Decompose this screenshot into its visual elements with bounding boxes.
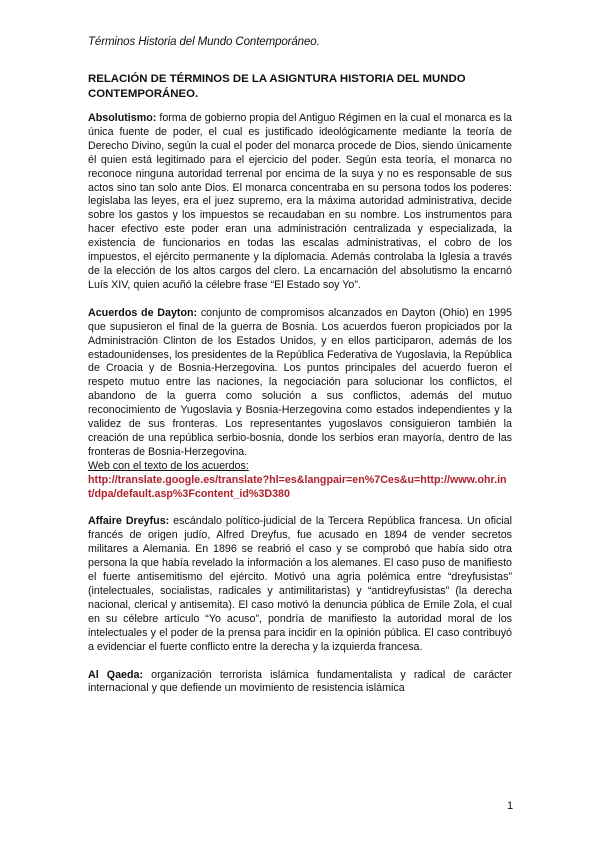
entry-affaire-dreyfus (88, 515, 512, 654)
entry-term: Al Qaeda: (88, 668, 144, 681)
entry-definition: conjunto de compromisos alcanzados en Dayton (Ohio) en 1995 que supusieron el final de la guerra de Bosnia. Los acuerdos fueron propiciados por la Administración Clinton de los Estados Unidos, y en ellos participaron, además de los estadounidenses, los presidentes de la República Federativa de Yugoslavia, la República de Croacia y de Bosnia-Herzegovina. Los puntos principales del acuerdo fueron el respeto mutuo entre las naciones, la negociación para solucionar los conflictos, el abandono de la guerra como solución a sus conflictos, además del mutuo reconocimiento de Yugoslavia y Bosnia-Herzegovina como estados independientes y la validez de sus fronteras. Los representantes yugoslavos consiguieron también la creación de una república serbio-bosnia, donde los serbios eran mayoría, dentro de las fronteras de Bosnia-Herzegovina. (88, 306, 512, 458)
dayton-accords-link[interactable]: http://translate.google.es/translate?hl=es&langpair=en%7Ces&u=http://www.ohr.int/dpa/default.asp%3Fcontent_id%3D380 (88, 473, 507, 500)
document-title: RELACIÓN DE TÉRMINOS DE LA ASIGNTURA HISTORIA DEL MUNDO CONTEMPORÁNEO. (88, 73, 466, 100)
entry-term: Affaire Dreyfus: (88, 515, 170, 528)
running-header: Términos Historia del Mundo Contemporáneo. (88, 36, 320, 48)
entry-definition: organización terrorista islámica fundamentalista y radical de carácter internacional y que defiende un movimiento de resistencia islámica (88, 668, 513, 695)
link-label: Web con el texto de los acuerdos: (88, 459, 249, 472)
entry-absolutismo (88, 112, 512, 293)
entry-term: Absolutismo: (88, 112, 157, 124)
entry-acuerdos-de-dayton (88, 307, 512, 502)
entry-definition: forma de gobierno propia del Antiguo Régimen en la cual el monarca es la única fuente de poder, el cual es justificado ideológicamente mediante la teoría de Derecho Divino, según la cual el poder del monarca procede de Dios, siendo únicamente él quien está legitimado para el ejercicio del poder. Según esta teoría, el monarca no reconoce ninguna autoridad terrenal por encima de la suya y no es responsable de sus actos sino tan solo ante Dios. El monarca concentraba en su persona todos los poderes: legislaba las leyes, era el juez supremo, era la máxima autoridad administrativa, decide sobre los gastos y los impuestos se recaudaban en su nombre. Los instrumentos para hacer efectivo este poder eran una administración centralizada y especializada, la existencia de funcionarios en todas las escalas administrativas, el cobro de los impuestos, el ejército permanente y la diplomacia. Además controlaba la Iglesia a través de la elección de los altos cargos del clero. La encarnación del absolutismo la encarnó Luís XIV, quien acuñó la célebre frase “El Estado soy Yo”. (88, 112, 512, 291)
page-number: 1 (507, 800, 514, 812)
entry-definition: escándalo político-judicial de la Tercera República francesa. Un oficial francés de origen judío, Alfred Dreyfus, fue acusado en 1894 de vender secretos militares a Alemania. En 1896 se reabrió el caso y se comprobó que había sido otra persona la que había revelado la información a los alemanes. El caso puso de manifiesto el fuerte antisemitismo del ejército. Motivó una agria polémica entre “dreyfusistas” (intelectuales, socialistas, radicales y antimilitaristas) y “antidreyfusistas” (la derecha nacional, clerical y antisemita). El caso motivó la denuncia pública de Emile Zola, el cual en su célebre artículo “Yo acuso”, pondría de manifiesto la autoridad moral de los intelectuales y el poder de la prensa para incidir en la opinión pública. El caso contribuyó a evidenciar el fuerte conflicto entre la derecha y la izquierda francesa. (88, 515, 512, 653)
document-body (88, 112, 512, 710)
entry-al-qaeda (88, 669, 512, 697)
entry-term: Acuerdos de Dayton: (88, 306, 198, 319)
